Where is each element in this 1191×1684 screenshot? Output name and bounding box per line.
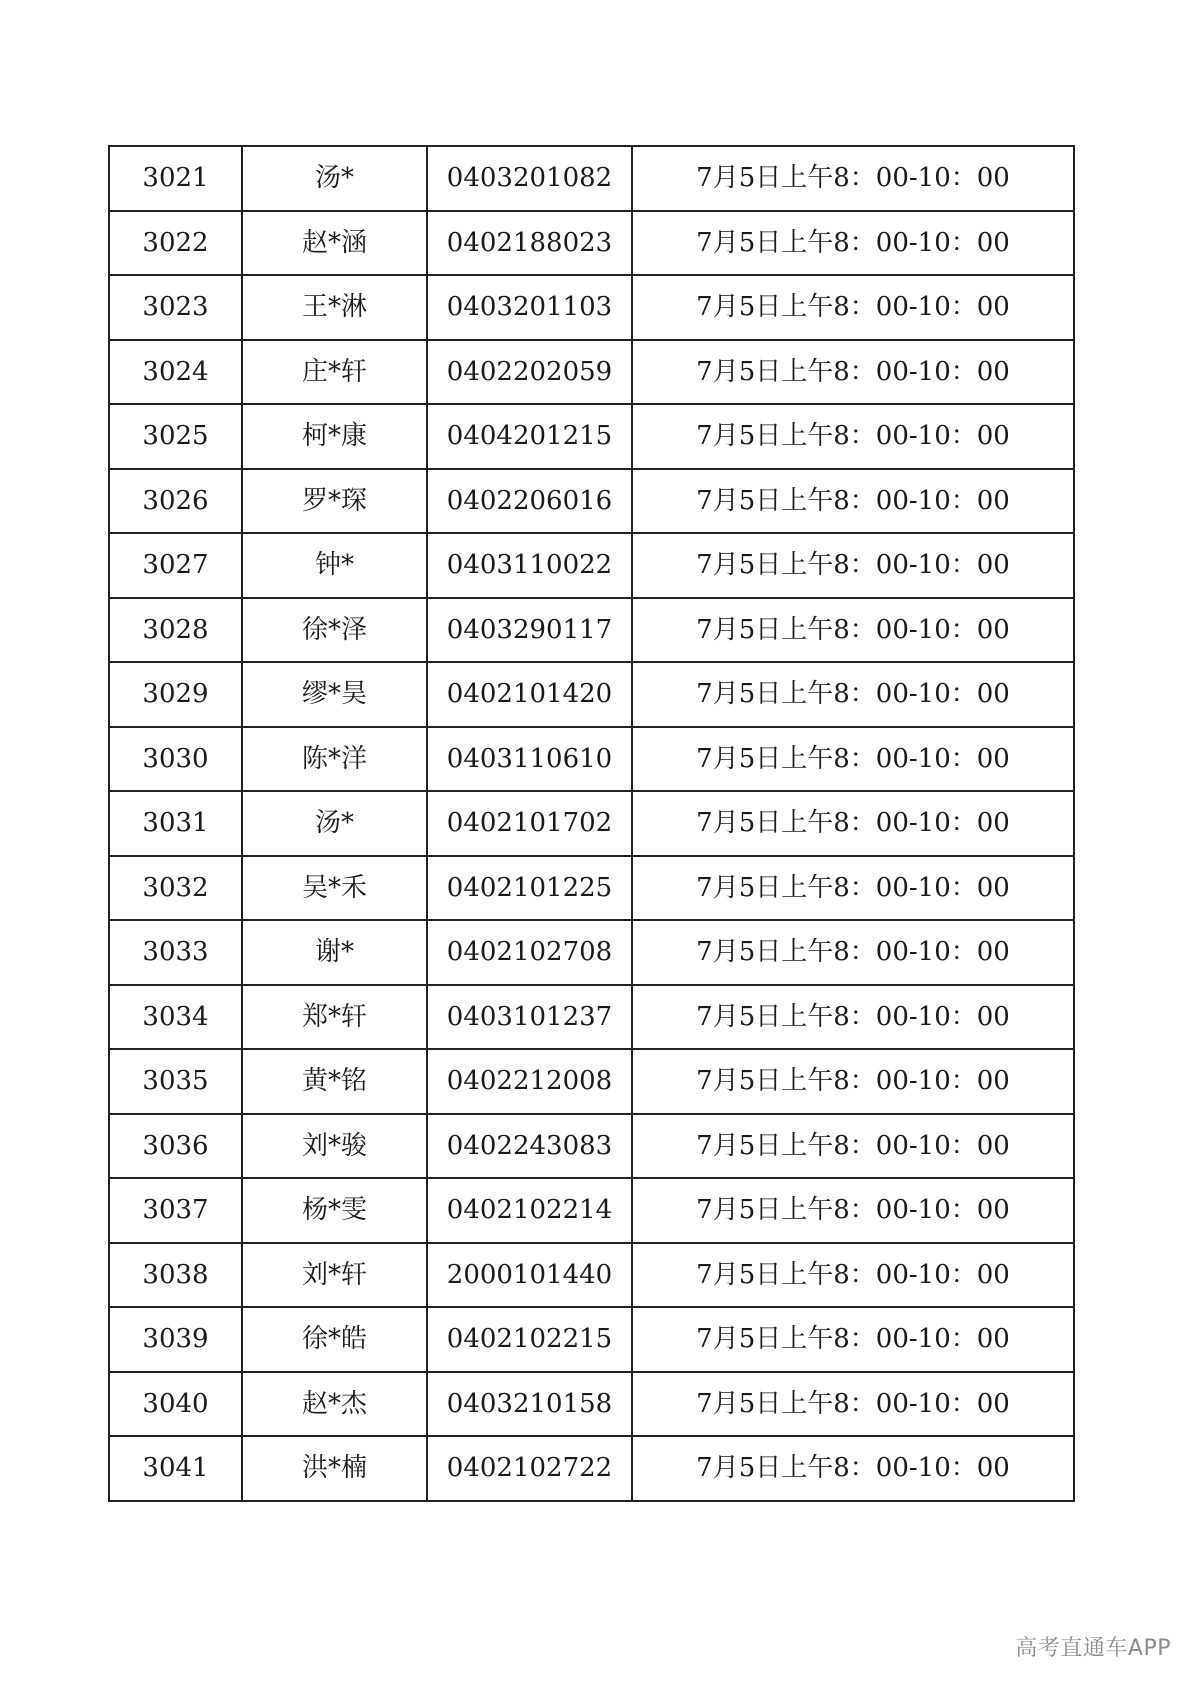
seq-number-cell: 3034 bbox=[109, 985, 242, 1050]
table-row bbox=[109, 662, 1074, 727]
table-row bbox=[109, 469, 1074, 534]
student-id-cell: 0402212008 bbox=[427, 1049, 632, 1114]
student-id-cell: 0402202059 bbox=[427, 340, 632, 405]
schedule-time-cell: 7月5日上午8：00-10：00 bbox=[632, 533, 1074, 598]
table-row bbox=[109, 1436, 1074, 1501]
schedule-time-cell: 7月5日上午8：00-10：00 bbox=[632, 1372, 1074, 1437]
student-id-cell: 0403290117 bbox=[427, 598, 632, 663]
student-name-cell: 赵*涵 bbox=[242, 211, 427, 276]
roster-table bbox=[108, 145, 1075, 1502]
student-name-cell: 钟* bbox=[242, 533, 427, 598]
student-id-cell: 0403201103 bbox=[427, 275, 632, 340]
watermark-text: 高考直通车APP bbox=[1015, 1636, 1171, 1661]
table-row bbox=[109, 1243, 1074, 1308]
student-name-cell: 汤* bbox=[242, 146, 427, 211]
student-name-cell: 徐*皓 bbox=[242, 1307, 427, 1372]
seq-number-cell: 3024 bbox=[109, 340, 242, 405]
seq-number-cell: 3026 bbox=[109, 469, 242, 534]
schedule-time-cell: 7月5日上午8：00-10：00 bbox=[632, 275, 1074, 340]
seq-number-cell: 3022 bbox=[109, 211, 242, 276]
seq-number-cell: 3037 bbox=[109, 1178, 242, 1243]
seq-number-cell: 3033 bbox=[109, 920, 242, 985]
student-id-cell: 0402102215 bbox=[427, 1307, 632, 1372]
table-row bbox=[109, 1178, 1074, 1243]
table-row bbox=[109, 791, 1074, 856]
student-id-cell: 0403110610 bbox=[427, 727, 632, 792]
schedule-time-cell: 7月5日上午8：00-10：00 bbox=[632, 791, 1074, 856]
schedule-time-cell: 7月5日上午8：00-10：00 bbox=[632, 1049, 1074, 1114]
student-name-cell: 谢* bbox=[242, 920, 427, 985]
student-id-cell: 0403210158 bbox=[427, 1372, 632, 1437]
schedule-time-cell: 7月5日上午8：00-10：00 bbox=[632, 856, 1074, 921]
seq-number-cell: 3038 bbox=[109, 1243, 242, 1308]
student-id-cell: 0402102722 bbox=[427, 1436, 632, 1501]
schedule-time-cell: 7月5日上午8：00-10：00 bbox=[632, 1243, 1074, 1308]
table-row bbox=[109, 404, 1074, 469]
seq-number-cell: 3035 bbox=[109, 1049, 242, 1114]
student-id-cell: 0402188023 bbox=[427, 211, 632, 276]
student-id-cell: 0402101420 bbox=[427, 662, 632, 727]
student-id-cell: 0402102708 bbox=[427, 920, 632, 985]
seq-number-cell: 3036 bbox=[109, 1114, 242, 1179]
schedule-time-cell: 7月5日上午8：00-10：00 bbox=[632, 727, 1074, 792]
schedule-time-cell: 7月5日上午8：00-10：00 bbox=[632, 662, 1074, 727]
student-name-cell: 陈*洋 bbox=[242, 727, 427, 792]
seq-number-cell: 3031 bbox=[109, 791, 242, 856]
student-id-cell: 0402101225 bbox=[427, 856, 632, 921]
schedule-time-cell: 7月5日上午8：00-10：00 bbox=[632, 1436, 1074, 1501]
table-row bbox=[109, 533, 1074, 598]
seq-number-cell: 3029 bbox=[109, 662, 242, 727]
student-name-cell: 罗*琛 bbox=[242, 469, 427, 534]
student-id-cell: 0404201215 bbox=[427, 404, 632, 469]
table-row bbox=[109, 1372, 1074, 1437]
schedule-time-cell: 7月5日上午8：00-10：00 bbox=[632, 404, 1074, 469]
roster-table-body bbox=[109, 146, 1074, 1501]
table-row bbox=[109, 1049, 1074, 1114]
student-name-cell: 柯*康 bbox=[242, 404, 427, 469]
seq-number-cell: 3028 bbox=[109, 598, 242, 663]
student-id-cell: 0402102214 bbox=[427, 1178, 632, 1243]
schedule-time-cell: 7月5日上午8：00-10：00 bbox=[632, 1178, 1074, 1243]
schedule-time-cell: 7月5日上午8：00-10：00 bbox=[632, 1307, 1074, 1372]
table-row bbox=[109, 920, 1074, 985]
student-name-cell: 杨*雯 bbox=[242, 1178, 427, 1243]
student-id-cell: 0402101702 bbox=[427, 791, 632, 856]
schedule-time-cell: 7月5日上午8：00-10：00 bbox=[632, 598, 1074, 663]
seq-number-cell: 3025 bbox=[109, 404, 242, 469]
student-name-cell: 赵*杰 bbox=[242, 1372, 427, 1437]
schedule-time-cell: 7月5日上午8：00-10：00 bbox=[632, 1114, 1074, 1179]
student-name-cell: 黄*铭 bbox=[242, 1049, 427, 1114]
schedule-time-cell: 7月5日上午8：00-10：00 bbox=[632, 985, 1074, 1050]
student-name-cell: 吴*禾 bbox=[242, 856, 427, 921]
table-row bbox=[109, 146, 1074, 211]
schedule-time-cell: 7月5日上午8：00-10：00 bbox=[632, 920, 1074, 985]
seq-number-cell: 3030 bbox=[109, 727, 242, 792]
student-id-cell: 0403110022 bbox=[427, 533, 632, 598]
seq-number-cell: 3041 bbox=[109, 1436, 242, 1501]
table-row bbox=[109, 856, 1074, 921]
student-name-cell: 汤* bbox=[242, 791, 427, 856]
table-row bbox=[109, 1307, 1074, 1372]
table-row bbox=[109, 985, 1074, 1050]
seq-number-cell: 3032 bbox=[109, 856, 242, 921]
student-name-cell: 刘*骏 bbox=[242, 1114, 427, 1179]
student-name-cell: 王*淋 bbox=[242, 275, 427, 340]
table-row bbox=[109, 275, 1074, 340]
student-name-cell: 缪*昊 bbox=[242, 662, 427, 727]
schedule-time-cell: 7月5日上午8：00-10：00 bbox=[632, 340, 1074, 405]
student-name-cell: 庄*轩 bbox=[242, 340, 427, 405]
table-row bbox=[109, 727, 1074, 792]
table-row bbox=[109, 211, 1074, 276]
seq-number-cell: 3039 bbox=[109, 1307, 242, 1372]
student-name-cell: 郑*轩 bbox=[242, 985, 427, 1050]
seq-number-cell: 3040 bbox=[109, 1372, 242, 1437]
seq-number-cell: 3023 bbox=[109, 275, 242, 340]
table-row bbox=[109, 1114, 1074, 1179]
student-id-cell: 0403201082 bbox=[427, 146, 632, 211]
student-id-cell: 0403101237 bbox=[427, 985, 632, 1050]
student-name-cell: 徐*泽 bbox=[242, 598, 427, 663]
student-id-cell: 0402206016 bbox=[427, 469, 632, 534]
student-id-cell: 2000101440 bbox=[427, 1243, 632, 1308]
schedule-time-cell: 7月5日上午8：00-10：00 bbox=[632, 469, 1074, 534]
table-row bbox=[109, 598, 1074, 663]
student-name-cell: 刘*轩 bbox=[242, 1243, 427, 1308]
seq-number-cell: 3021 bbox=[109, 146, 242, 211]
student-id-cell: 0402243083 bbox=[427, 1114, 632, 1179]
schedule-time-cell: 7月5日上午8：00-10：00 bbox=[632, 211, 1074, 276]
student-name-cell: 洪*楠 bbox=[242, 1436, 427, 1501]
table-row bbox=[109, 340, 1074, 405]
schedule-time-cell: 7月5日上午8：00-10：00 bbox=[632, 146, 1074, 211]
seq-number-cell: 3027 bbox=[109, 533, 242, 598]
